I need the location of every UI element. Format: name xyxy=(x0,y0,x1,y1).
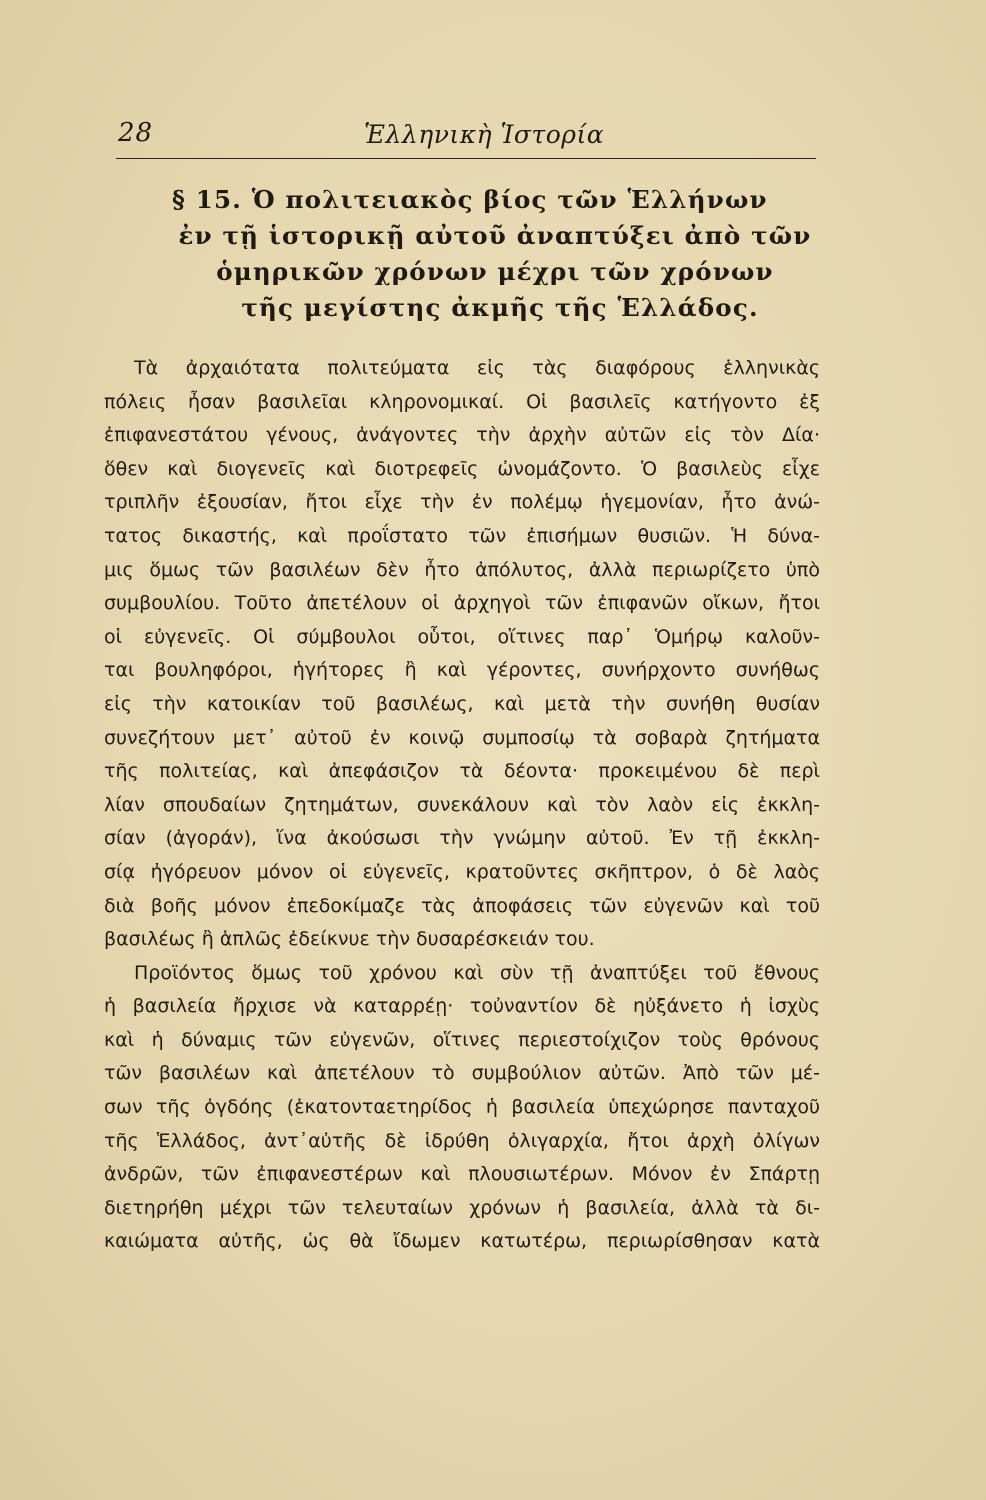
heading-line: τῆς μεγίστης ἀκμῆς τῆς Ἑλλάδος. xyxy=(241,293,759,322)
text-line: τατος δικαστής, καὶ προΐστατο τῶν ἐπισήμων θυσιῶν. Ἡ δύνα- xyxy=(104,524,820,547)
text-line: βασιλέως ἢ ἁπλῶς ἐδείκνυε τὴν δυσαρέσκειάν του. xyxy=(104,928,595,951)
text-line: Προϊόντος ὅμως τοῦ χρόνου καὶ σὺν τῇ ἀναπτύξει τοῦ ἔθνους xyxy=(134,961,820,984)
text-line: σων τῆς ὀγδόης (ἑκατονταετηρίδος ἡ βασιλεία ὑπεχώρησε πανταχοῦ xyxy=(104,1096,820,1119)
text-line: καὶ ἡ δύναμις τῶν εὐγενῶν, οἵτινες περιεστοίχιζον τοὺς θρόνους xyxy=(104,1028,820,1051)
text-line: τριπλῆν ἐξουσίαν, ἤτοι εἶχε τὴν ἐν πολέμῳ ἡγεμονίαν, ἦτο ἀνώ- xyxy=(104,491,820,514)
heading-line: ἐν τῇ ἱστορικῇ αὐτοῦ ἀναπτύξει ἀπὸ τῶν xyxy=(178,221,812,250)
text-line: διὰ βοῆς μόνον ἐπεδοκίμαζε τὰς ἀποφάσεις τῶν εὐγενῶν καὶ τοῦ xyxy=(104,894,820,917)
page-number: 28 xyxy=(118,118,154,148)
running-title: Ἑλληνικὴ Ἱστορία xyxy=(364,120,605,149)
text-line: εἰς τὴν κατοικίαν τοῦ βασιλέως, καὶ μετὰ τὴν συνήθη θυσίαν xyxy=(104,692,820,715)
text-line: τῆς πολιτείας, καὶ ἀπεφάσιζον τὰ δέοντα· προκειμένου δὲ περὶ xyxy=(104,760,820,783)
text-line: ὅθεν καὶ διογενεῖς καὶ διοτρεφεῖς ὠνομάζοντο. Ὁ βασιλεὺς εἶχε xyxy=(104,457,820,480)
text-line: τῆς Ἑλλάδος, ἀντ᾽αὐτῆς δὲ ἱδρύθη ὀλιγαρχία, ἤτοι ἀρχὴ ὀλίγων xyxy=(104,1129,820,1152)
header-rule xyxy=(116,158,816,159)
heading-line: § 15. Ὁ πολιτειακὸς βίος τῶν Ἑλλήνων xyxy=(172,185,768,214)
heading-line: ὁμηρικῶν χρόνων μέχρι τῶν χρόνων xyxy=(216,257,774,286)
text-line: καιώματα αὐτῆς, ὡς θὰ ἴδωμεν κατωτέρω, περιωρίσθησαν κατὰ xyxy=(104,1230,820,1253)
text-line: ἡ βασιλεία ἤρχισε νὰ καταρρέῃ· τοὐναντίον δὲ ηὐξάνετο ἡ ἰσχὺς xyxy=(104,995,820,1018)
body-text xyxy=(104,352,820,1259)
section-heading xyxy=(150,182,840,326)
text-line: συμβουλίου. Τοῦτο ἀπετέλουν οἱ ἀρχηγοὶ τῶν ἐπιφανῶν οἴκων, ἤτοι xyxy=(104,592,820,615)
text-line: τῶν βασιλέων καὶ ἀπετέλουν τὸ συμβούλιον αὐτῶν. Ἀπὸ τῶν μέ- xyxy=(104,1062,820,1085)
text-line: Τὰ ἀρχαιότατα πολιτεύματα εἰς τὰς διαφόρους ἑλληνικὰς xyxy=(134,357,820,379)
text-line: διετηρήθη μέχρι τῶν τελευταίων χρόνων ἡ βασιλεία, ἀλλὰ τὰ δι- xyxy=(104,1196,820,1219)
text-line: σίαν (ἀγοράν), ἵνα ἀκούσωσι τὴν γνώμην αὐτοῦ. Ἐν τῇ ἐκκλη- xyxy=(104,827,820,850)
text-line: πόλεις ἦσαν βασιλεῖαι κληρονομικαί. Οἱ βασιλεῖς κατήγοντο ἐξ xyxy=(104,390,820,413)
text-line: μις ὅμως τῶν βασιλέων δὲν ἦτο ἀπόλυτος, ἀλλὰ περιωρίζετο ὑπὸ xyxy=(104,558,820,581)
text-line: ἀνδρῶν, τῶν ἐπιφανεστέρων καὶ πλουσιωτέρων. Μόνον ἐν Σπάρτῃ xyxy=(104,1163,820,1186)
text-line: λίαν σπουδαίων ζητημάτων, συνεκάλουν καὶ τὸν λαὸν εἰς ἐκκλη- xyxy=(104,793,820,816)
text-line: συνεζήτουν μετ᾽ αὐτοῦ ἐν κοινῷ συμποσίῳ τὰ σοβαρὰ ζητήματα xyxy=(104,726,820,749)
text-line: ται βουληφόροι, ἡγήτορες ἢ καὶ γέροντες, συνήρχοντο συνήθως xyxy=(104,659,820,682)
page-header xyxy=(116,118,816,162)
text-line: ἐπιφανεστάτου γένους, ἀνάγοντες τὴν ἀρχὴν αὐτῶν εἰς τὸν Δία· xyxy=(104,424,820,447)
text-line: σίᾳ ἠγόρευον μόνον οἱ εὐγενεῖς, κρατοῦντες σκῆπτρον, ὁ δὲ λαὸς xyxy=(104,860,820,883)
text-line: οἱ εὐγενεῖς. Οἱ σύμβουλοι οὗτοι, οἵτινες παρ᾽ Ὁμήρῳ καλοῦν- xyxy=(104,625,820,648)
